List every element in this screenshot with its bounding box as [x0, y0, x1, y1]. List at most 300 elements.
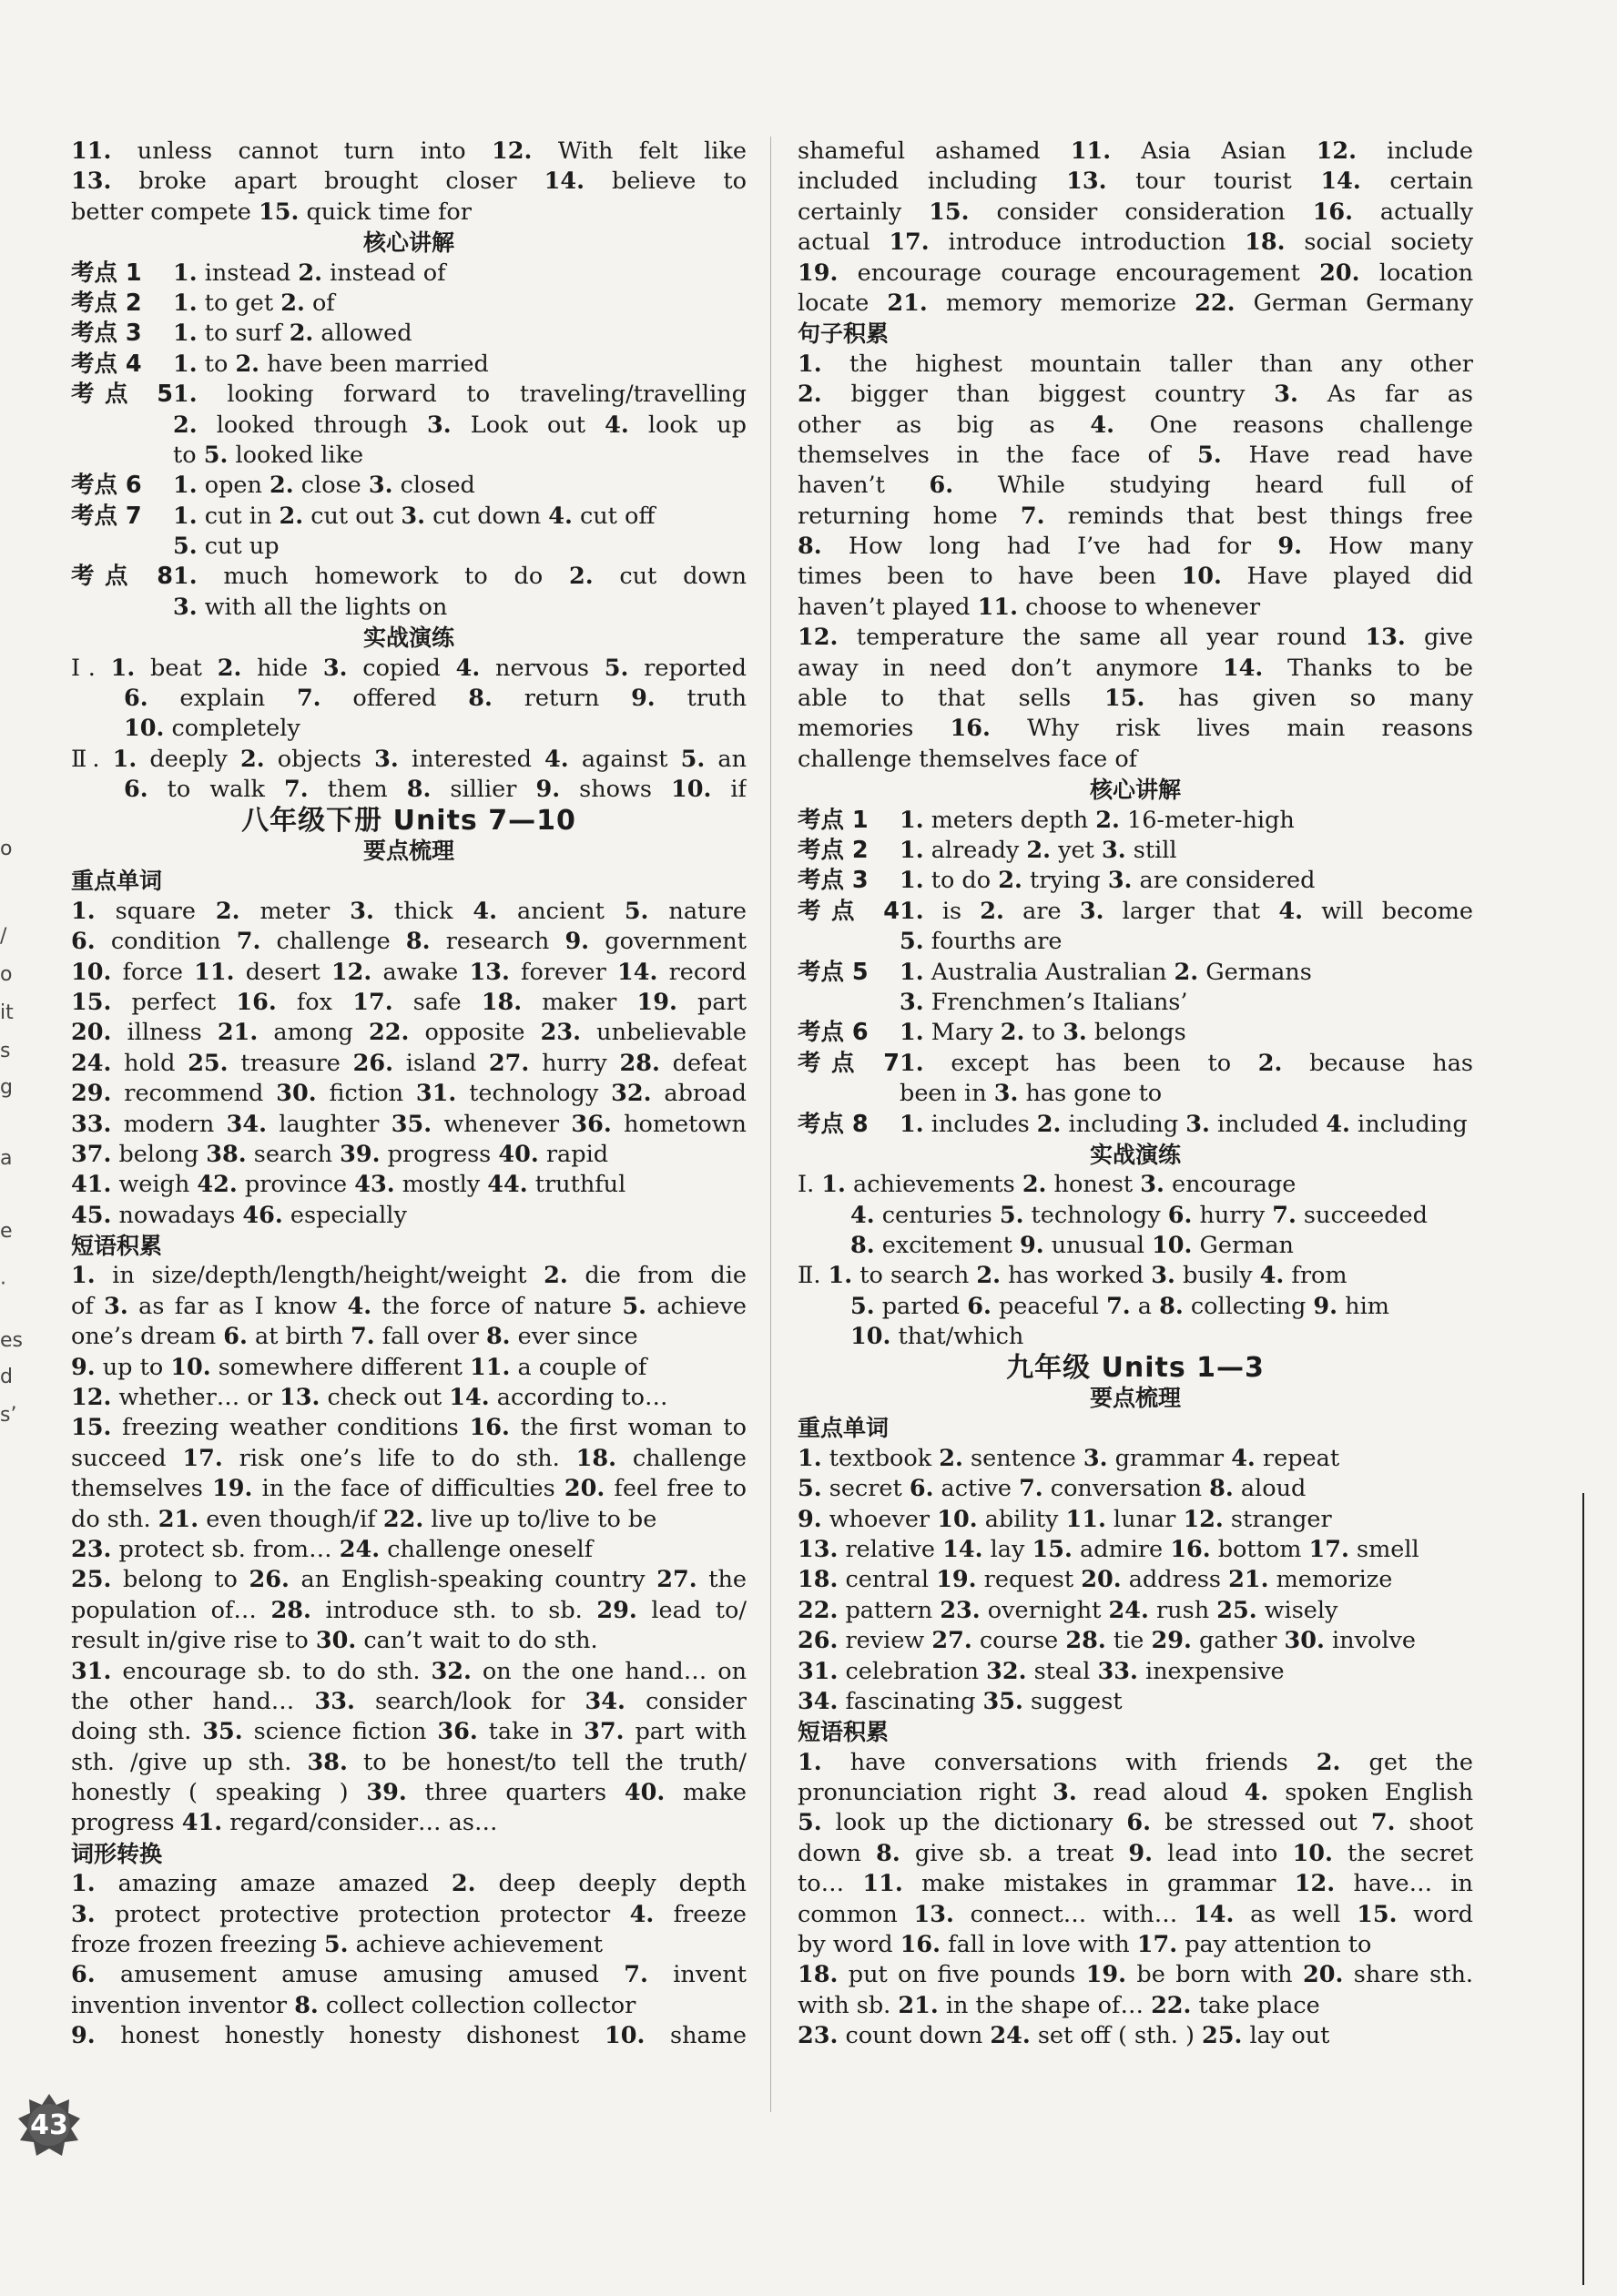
answer-text: broke apart brought closer: [111, 168, 544, 196]
item-number: 31.: [415, 1080, 457, 1108]
item-number: 8.: [1209, 1475, 1234, 1503]
answer-line: [798, 593, 1473, 623]
answer-text: down: [798, 1839, 877, 1867]
answer-text: rapid: [538, 1140, 609, 1168]
answer-text: larger that: [1103, 897, 1279, 925]
answer-line: [71, 927, 747, 957]
key-point-line: [71, 289, 747, 319]
answer-text: if: [711, 776, 747, 804]
answer-text: hold: [111, 1049, 188, 1077]
answer-text: encourage: [1164, 1171, 1297, 1199]
answer-line: [71, 1049, 747, 1079]
answer-line: [71, 1808, 747, 1838]
item-number: 2.: [1000, 1019, 1025, 1047]
answer-text: sth. /give up sth.: [71, 1748, 308, 1776]
item-number: 2.: [298, 259, 322, 287]
answer-text: unusual: [1043, 1232, 1153, 1260]
answer-line: [71, 532, 747, 562]
answer-text: closed: [392, 472, 475, 500]
answer-line: [798, 1322, 1473, 1352]
margin-fragment: ·: [0, 1273, 6, 1295]
answer-text: awake: [371, 958, 470, 986]
item-number: 22.: [1195, 289, 1236, 317]
item-number: 20.: [564, 1475, 605, 1503]
key-point-label: 考点 7: [798, 1049, 900, 1077]
answer-line: [798, 167, 1473, 197]
answer-line: [798, 137, 1473, 167]
binding-line: [1582, 1493, 1584, 2285]
answer-text: protect protective protection protector: [95, 1900, 630, 1928]
answer-text: risk one’s life to do sth.: [222, 1444, 576, 1472]
item-number: 8.: [406, 776, 432, 804]
answer-text: admire: [1072, 1535, 1171, 1563]
answer-text: nature: [648, 897, 747, 925]
item-number: 4.: [1259, 1262, 1285, 1290]
answer-text: to: [173, 441, 204, 469]
item-number: 26.: [249, 1566, 290, 1594]
answer-text: spoken English: [1268, 1779, 1473, 1807]
item-number: 24.: [990, 2022, 1031, 2050]
answer-text: that/which: [890, 1323, 1024, 1351]
item-number: 17.: [352, 988, 393, 1016]
answer-line: [798, 1687, 1473, 1717]
answer-text: included including: [798, 168, 1067, 196]
answer-text: be stressed out: [1151, 1809, 1371, 1837]
item-number: 2.: [280, 289, 305, 317]
answer-text: weigh: [111, 1171, 198, 1199]
key-point-line: [71, 350, 747, 380]
item-number: 29.: [1151, 1627, 1192, 1655]
item-number: 3.: [427, 411, 452, 439]
answer-text: laughter: [267, 1110, 392, 1138]
unit-title: 八年级下册 Units 7—10: [241, 805, 576, 836]
answer-line: [798, 1930, 1473, 1960]
key-point-line: [798, 958, 1473, 988]
answer-line: [798, 745, 1473, 775]
unit-title: 九年级 Units 1—3: [1006, 1352, 1265, 1384]
answer-text: has given so many: [1144, 685, 1473, 713]
answer-text: according to…: [489, 1384, 668, 1412]
answer-line: [71, 1079, 747, 1109]
answer-line: [71, 1535, 747, 1565]
item-number: 1.: [173, 381, 198, 409]
item-number: 4.: [1278, 897, 1303, 925]
answer-text: check out: [320, 1384, 450, 1412]
key-point-line: [71, 471, 747, 501]
answer-text: truth: [655, 685, 747, 713]
item-number: 12.: [71, 1384, 112, 1412]
answer-line: [71, 958, 747, 988]
item-number: 6.: [929, 472, 954, 500]
key-point-line: [798, 897, 1473, 927]
item-number: 5.: [624, 897, 649, 925]
answer-text: collect collection collector: [318, 1991, 636, 2019]
item-number: 6.: [71, 1961, 96, 1989]
item-number: 3.: [71, 1900, 96, 1928]
item-number: 14.: [544, 168, 585, 196]
item-number: 2.: [939, 1444, 963, 1472]
margin-fragment: es: [0, 1329, 23, 1352]
item-number: 30.: [276, 1080, 317, 1108]
key-point-line: [798, 1018, 1473, 1048]
answer-text: the secret: [1332, 1839, 1473, 1867]
item-number: 26.: [352, 1049, 394, 1077]
margin-fragment: s’: [0, 1404, 17, 1427]
item-number: 3.: [1151, 1262, 1175, 1290]
answer-text: part: [676, 988, 747, 1016]
answer-text: sentence: [962, 1444, 1083, 1472]
item-number: 5.: [798, 1809, 822, 1837]
key-point-label: 考点 1: [798, 806, 869, 834]
item-number: 13.: [913, 1900, 954, 1928]
answer-text: square: [95, 897, 216, 925]
item-number: 27.: [931, 1627, 972, 1655]
subsection-heading: 重点单词: [71, 868, 163, 895]
key-point-line: [71, 259, 747, 289]
answer-text: treasure: [228, 1049, 353, 1077]
item-number: 41.: [181, 1809, 223, 1837]
answer-text: completely: [164, 715, 300, 743]
key-point-label: 考点 4: [798, 897, 900, 925]
item-number: 1.: [798, 350, 822, 378]
answer-text: times been to have been: [798, 563, 1182, 591]
answer-text: How long had I’ve had for: [821, 533, 1278, 561]
answer-text: away in need don’t anymore: [798, 654, 1223, 682]
answer-text: suggest: [1022, 1687, 1123, 1715]
item-number: 14.: [1222, 654, 1264, 682]
answer-text: especially: [282, 1201, 407, 1229]
answer-text: achieve: [646, 1292, 747, 1320]
item-number: 16.: [1312, 198, 1353, 226]
answer-text: offered: [320, 685, 469, 713]
answer-text: looking forward to traveling/travelling: [197, 381, 747, 409]
item-number: 22.: [382, 1505, 424, 1533]
subsection-heading: 短语积累: [798, 1719, 890, 1746]
answer-text: cut up: [197, 533, 280, 561]
item-number: 2.: [1095, 806, 1120, 834]
answer-text: memorize: [1268, 1566, 1393, 1594]
answer-text: tie: [1105, 1627, 1152, 1655]
item-number: 24.: [71, 1049, 112, 1077]
answer-line: [798, 1596, 1473, 1626]
item-number: 7.: [296, 685, 321, 713]
answer-text: copied: [347, 654, 456, 682]
answer-text: do sth.: [71, 1505, 158, 1533]
answer-text: part with: [624, 1718, 747, 1746]
answer-text: objects: [264, 745, 375, 773]
item-number: 33.: [71, 1110, 112, 1138]
item-number: 10.: [71, 958, 112, 986]
item-number: 22.: [798, 1596, 839, 1624]
item-number: 15.: [1357, 1900, 1398, 1928]
item-number: 37.: [584, 1718, 625, 1746]
answer-text: meter: [239, 897, 351, 925]
answer-line: [798, 684, 1473, 714]
answer-line: [71, 1444, 747, 1474]
answer-line: [71, 1748, 747, 1778]
answer-text: actual: [798, 229, 890, 257]
answer-line: [71, 1110, 747, 1140]
answer-line: [798, 1839, 1473, 1869]
answer-text: Thanks to be: [1263, 654, 1473, 682]
answer-text: the: [697, 1566, 747, 1594]
item-number: 20.: [1302, 1961, 1344, 1989]
item-number: 8.: [485, 1323, 511, 1351]
item-number: 2.: [1026, 836, 1052, 864]
answer-text: at birth: [247, 1323, 351, 1351]
answer-text: much homework to do: [197, 563, 569, 591]
answer-text: other as big as: [798, 411, 1091, 439]
answer-text: involve: [1324, 1627, 1417, 1655]
item-number: 3.: [900, 988, 924, 1016]
answer-line: [71, 1657, 747, 1687]
item-number: 38.: [206, 1140, 247, 1168]
item-number: 5.: [604, 654, 629, 682]
item-number: 20.: [1319, 259, 1360, 287]
answer-text: grammar: [1107, 1444, 1232, 1472]
answer-text: instead of: [322, 259, 446, 287]
item-number: 23.: [940, 1596, 981, 1624]
answer-text: give: [1405, 624, 1473, 652]
answer-text: succeeded: [1296, 1201, 1428, 1229]
answer-line: [798, 1444, 1473, 1474]
answer-text: memory memorize: [927, 289, 1195, 317]
answer-text: has worked: [1001, 1262, 1152, 1290]
item-number: 31.: [71, 1657, 112, 1685]
item-number: 35.: [391, 1110, 432, 1138]
answer-text: ever since: [510, 1323, 638, 1351]
key-point-line: [71, 319, 747, 349]
item-number: 20.: [1081, 1566, 1122, 1594]
answer-text: desert: [234, 958, 331, 986]
item-number: 7.: [1020, 502, 1045, 530]
answer-text: excitement: [874, 1232, 1021, 1260]
item-number: 4.: [1090, 411, 1114, 439]
answer-text: safe: [392, 988, 482, 1016]
answer-line: [798, 1748, 1473, 1778]
answer-text: Have read have: [1221, 441, 1473, 469]
item-number: 38.: [307, 1748, 348, 1776]
answer-text: steal: [1026, 1657, 1098, 1685]
item-number: 1.: [173, 259, 198, 287]
answer-line: [71, 1960, 747, 1990]
answer-text: illness: [111, 1019, 218, 1047]
item-number: 44.: [487, 1171, 528, 1199]
answer-text: to surf: [197, 320, 290, 348]
item-number: 18.: [575, 1444, 616, 1472]
item-number: 10.: [1152, 1232, 1193, 1260]
answer-text: gather: [1191, 1627, 1285, 1655]
answer-text: invention inventor: [71, 1991, 295, 2019]
item-number: 2.: [217, 654, 242, 682]
item-number: 5.: [680, 745, 706, 773]
item-number: 4.: [1326, 1110, 1350, 1138]
answer-line: [71, 1018, 747, 1048]
answer-text: bottom: [1210, 1535, 1309, 1563]
answer-line: [798, 1079, 1473, 1109]
answer-text: While studying heard full of: [953, 472, 1473, 500]
answer-text: 16-meter-high: [1119, 806, 1295, 834]
item-number: 5.: [323, 1931, 349, 1959]
answer-text: defeat: [659, 1049, 747, 1077]
item-number: 16.: [950, 715, 991, 743]
answer-line: [798, 380, 1473, 410]
item-number: 19.: [798, 259, 839, 287]
answer-line: [71, 1170, 747, 1200]
item-number: 5.: [1197, 441, 1222, 469]
answer-line: [71, 1869, 747, 1899]
answer-text: honestly ( speaking ): [71, 1779, 367, 1807]
answer-line: [798, 1565, 1473, 1595]
answer-text: count down: [838, 2022, 991, 2050]
answer-text: get the: [1340, 1748, 1473, 1776]
answer-text: put on five pounds: [838, 1961, 1086, 1989]
item-number: 1.: [900, 1110, 924, 1138]
item-number: 16.: [900, 1931, 941, 1959]
answer-text: return: [492, 685, 632, 713]
item-number: 41.: [71, 1171, 112, 1199]
answer-text: reminds that best things free: [1044, 502, 1473, 530]
item-number: 4.: [1231, 1444, 1256, 1472]
key-point-line: [71, 502, 747, 532]
answer-line: [71, 1353, 747, 1383]
answer-line: [71, 198, 747, 228]
answer-text: result in/give rise to: [71, 1627, 316, 1655]
item-number: 2.: [289, 320, 314, 348]
answer-text: challenge themselves face of: [798, 745, 1138, 773]
item-number: 15.: [71, 1414, 112, 1442]
item-number: 12.: [492, 137, 533, 165]
item-number: 2.: [980, 897, 1004, 925]
answer-text: ability: [977, 1505, 1066, 1533]
answer-text: hurry: [1192, 1201, 1273, 1229]
answer-text: are considered: [1132, 867, 1316, 895]
answer-text: the highest mountain taller than any other: [821, 350, 1473, 378]
item-number: 3.: [322, 654, 348, 682]
answer-text: achieve achievement: [348, 1931, 603, 1959]
answer-text: whether… or: [111, 1384, 280, 1412]
item-number: 22.: [369, 1019, 410, 1047]
answer-text: Mary: [923, 1019, 1001, 1047]
answer-text: centuries: [874, 1201, 1000, 1229]
answer-text: belong to: [111, 1566, 249, 1594]
item-number: 18.: [798, 1566, 839, 1594]
answer-line: [798, 562, 1473, 592]
answer-text: the force of nature: [371, 1292, 623, 1320]
item-number: 8.: [850, 1232, 875, 1260]
key-point-line: [798, 866, 1473, 896]
page-number: 43: [30, 2108, 68, 2141]
answer-text: have… in: [1335, 1870, 1473, 1898]
answer-text: lead to/: [636, 1596, 747, 1624]
answer-text: connect… with…: [953, 1900, 1194, 1928]
answer-text: With felt like: [532, 137, 747, 165]
answer-text: themselves: [71, 1475, 213, 1503]
key-point-label: 考点 7: [71, 502, 142, 530]
item-number: 15.: [1103, 685, 1145, 713]
item-number: 9.: [71, 2022, 96, 2050]
answer-text: encourage sb. to do sth.: [111, 1657, 432, 1685]
item-number: 11.: [469, 1353, 511, 1381]
item-number: 2.: [215, 897, 240, 925]
answer-text: certainly: [798, 198, 930, 226]
item-number: 15.: [258, 198, 300, 226]
answer-text: trying: [1022, 867, 1108, 895]
answer-text: choose to whenever: [1018, 593, 1261, 621]
answer-text: including: [1061, 1110, 1186, 1138]
item-number: 3.: [1274, 381, 1298, 409]
item-number: 5.: [798, 1475, 822, 1503]
item-number: 10.: [937, 1505, 978, 1533]
item-number: 5.: [203, 441, 229, 469]
answer-text: to: [197, 350, 236, 378]
answer-text: achievements: [845, 1171, 1022, 1199]
item-number: 4.: [455, 654, 481, 682]
item-number: 3.: [1107, 867, 1133, 895]
answer-text: condition: [95, 928, 237, 956]
item-number: 1.: [900, 897, 924, 925]
item-number: 16.: [469, 1414, 510, 1442]
item-number: 1.: [173, 289, 198, 317]
item-number: 3.: [374, 745, 399, 773]
item-number: 12.: [331, 958, 372, 986]
margin-fragment: o: [0, 838, 13, 860]
item-number: 4.: [548, 502, 573, 530]
answer-text: one’s dream: [71, 1323, 224, 1351]
key-point-label: 考点 5: [71, 381, 173, 409]
answer-text: opposite: [409, 1019, 541, 1047]
answer-line: [798, 1991, 1473, 2021]
answer-text: among: [258, 1019, 370, 1047]
answer-line: [798, 1201, 1473, 1231]
answer-text: make mistakes in grammar: [902, 1870, 1295, 1898]
answer-text: relative: [838, 1535, 943, 1563]
answer-text: science fiction: [242, 1718, 438, 1746]
answer-text: be born with: [1125, 1961, 1303, 1989]
answer-text: search/look for: [354, 1687, 585, 1715]
answer-line: [798, 1778, 1473, 1808]
answer-text: fourths are: [923, 928, 1063, 956]
item-number: 9.: [1277, 533, 1302, 561]
item-number: 9.: [798, 1505, 822, 1533]
item-number: 1.: [110, 654, 136, 682]
answer-text: explain: [147, 685, 297, 713]
item-number: 32.: [986, 1657, 1027, 1685]
answer-text: him: [1337, 1292, 1389, 1320]
answer-text: record: [657, 958, 747, 986]
item-number: 7.: [284, 776, 309, 804]
answer-text: returning home: [798, 502, 1021, 530]
answer-text: certain: [1360, 168, 1473, 196]
answer-line: [71, 1474, 747, 1504]
item-number: 18.: [1245, 229, 1286, 257]
answer-text: cut down: [593, 563, 747, 591]
item-number: 39.: [340, 1140, 381, 1168]
answer-text: shows: [560, 776, 671, 804]
item-number: 10.: [170, 1353, 211, 1381]
item-number: 2.: [1257, 1049, 1283, 1077]
item-number: 10.: [850, 1323, 891, 1351]
answer-text: amazing amaze amazed: [95, 1870, 452, 1898]
item-number: 11.: [862, 1870, 903, 1898]
right-column: [798, 137, 1473, 2052]
item-number: 9.: [1313, 1292, 1338, 1320]
item-number: 21.: [1228, 1566, 1269, 1594]
item-number: 6.: [1167, 1201, 1193, 1229]
answer-text: fall in love with: [941, 1931, 1137, 1959]
item-number: 34.: [585, 1687, 625, 1715]
answer-line: [71, 684, 747, 714]
